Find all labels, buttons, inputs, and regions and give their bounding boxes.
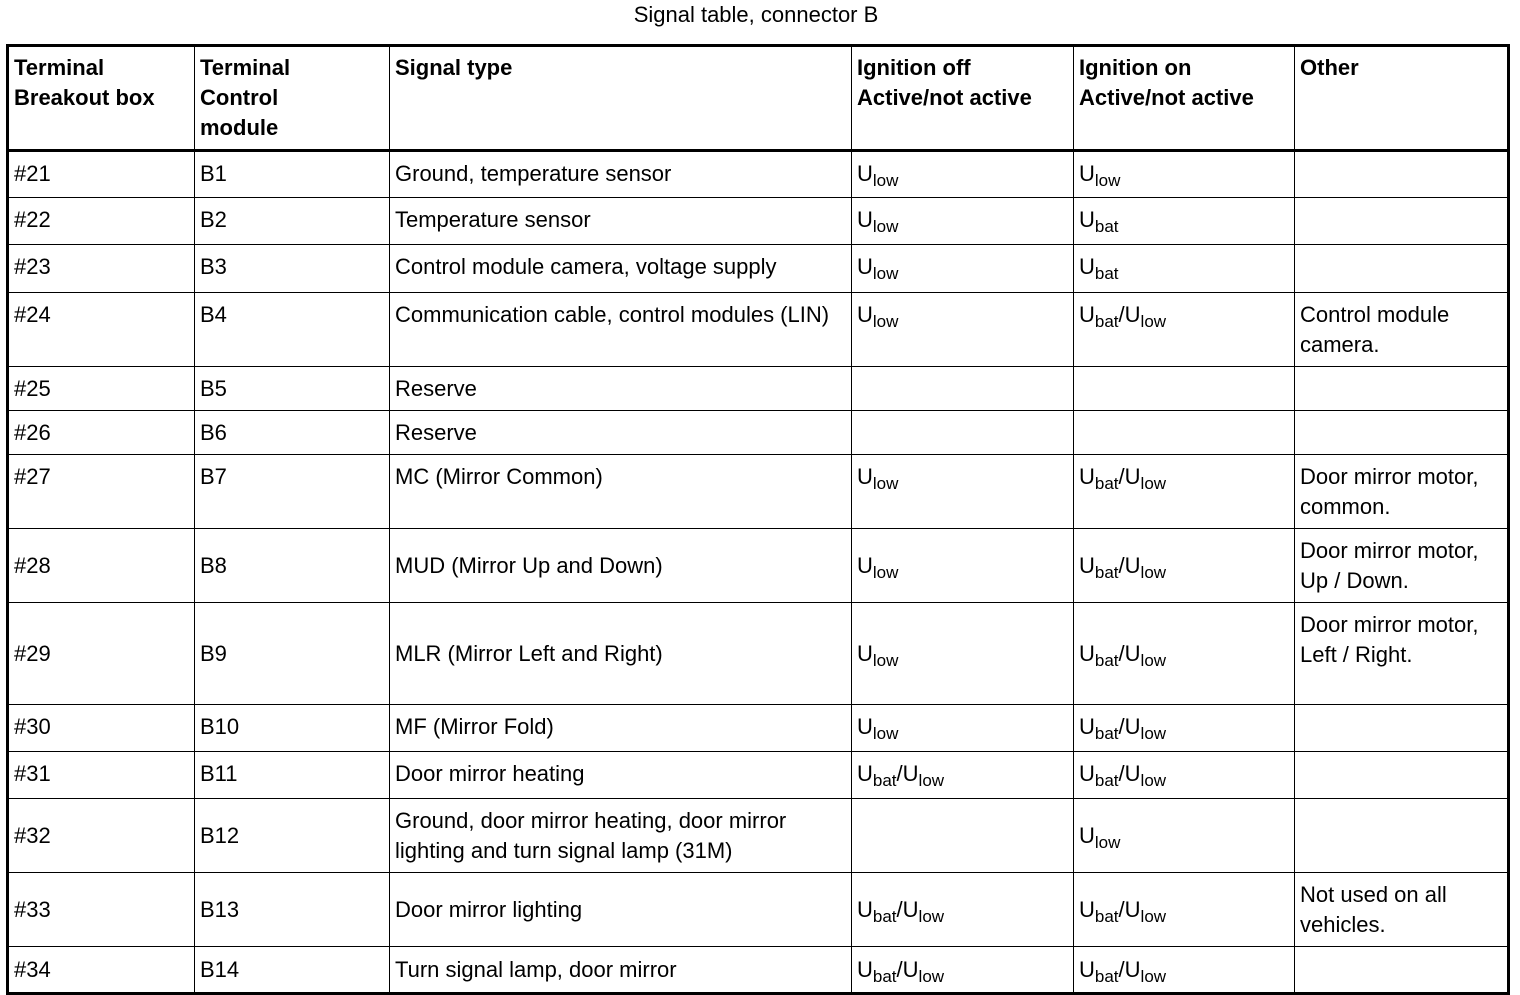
cell-ignition-on — [1074, 198, 1295, 245]
cell-terminal-module: B6 — [195, 411, 390, 455]
cell-ignition-on — [1074, 411, 1295, 455]
cell-ignition-off — [852, 198, 1074, 245]
cell-ignition-on — [1074, 603, 1295, 705]
cell-terminal-breakout: #31 — [8, 752, 195, 799]
signal-separator: / — [1118, 302, 1125, 327]
signal-sub-low: low — [1140, 771, 1167, 790]
signal-sub-low: low — [1140, 967, 1167, 986]
signal-sub-bat: bat — [1094, 264, 1119, 283]
cell-ignition-on — [1074, 873, 1295, 947]
signal-sub-low: low — [1094, 833, 1121, 852]
signal-letter: U — [1079, 761, 1095, 786]
signal-letter: U — [1124, 553, 1141, 578]
cell-other: Door mirror motor, common. — [1295, 455, 1509, 529]
cell-signal-type: Control module camera, voltage supply — [390, 245, 852, 293]
signal-separator: / — [1118, 714, 1125, 739]
signal-sub-low: low — [872, 264, 899, 283]
cell-terminal-breakout: #29 — [8, 603, 195, 705]
cell-terminal-module: B3 — [195, 245, 390, 293]
cell-terminal-breakout: #24 — [8, 293, 195, 367]
header-other — [1295, 46, 1509, 151]
cell-signal-type: Ground, temperature sensor — [390, 151, 852, 198]
cell-ignition-off — [852, 245, 1074, 293]
cell-other — [1295, 411, 1509, 455]
signal-letter: U — [1124, 714, 1141, 739]
cell-ignition-on — [1074, 947, 1295, 994]
cell-terminal-module: B4 — [195, 293, 390, 367]
signal-letter: U — [1079, 823, 1095, 848]
signal-letter: U — [857, 897, 873, 922]
signal-sub-low: low — [918, 771, 945, 790]
cell-ignition-on — [1074, 245, 1295, 293]
cell-ignition-on — [1074, 455, 1295, 529]
cell-ignition-on — [1074, 367, 1295, 411]
table-row — [8, 799, 1509, 873]
cell-signal-type: Reserve — [390, 411, 852, 455]
cell-ignition-off — [852, 947, 1074, 994]
cell-signal-type: Communication cable, control modules (LIN) — [390, 293, 852, 367]
signal-letter: U — [857, 553, 873, 578]
signal-letter: U — [1079, 957, 1095, 982]
cell-signal-type: Door mirror lighting — [390, 873, 852, 947]
signal-sub-bat: bat — [1094, 474, 1119, 493]
cell-terminal-breakout: #22 — [8, 198, 195, 245]
table-row — [8, 947, 1509, 994]
cell-terminal-module: B5 — [195, 367, 390, 411]
table-row — [8, 245, 1509, 293]
cell-terminal-module: B9 — [195, 603, 390, 705]
signal-letter: U — [857, 957, 873, 982]
cell-terminal-module: B13 — [195, 873, 390, 947]
table-row — [8, 752, 1509, 799]
header-line: module — [200, 115, 279, 140]
cell-terminal-breakout: #25 — [8, 367, 195, 411]
cell-other — [1295, 151, 1509, 198]
signal-sub-bat: bat — [1094, 217, 1119, 236]
signal-letter: U — [857, 302, 873, 327]
signal-sub-bat: bat — [872, 907, 897, 926]
header-line: Breakout box — [14, 85, 155, 110]
signal-sub-low: low — [918, 907, 945, 926]
signal-table — [6, 44, 1510, 995]
signal-letter: U — [857, 641, 873, 666]
signal-letter: U — [1079, 161, 1095, 186]
signal-sub-low: low — [1140, 563, 1167, 582]
table-row — [8, 151, 1509, 198]
signal-sub-low: low — [872, 563, 899, 582]
signal-sub-bat: bat — [1094, 651, 1119, 670]
cell-ignition-off — [852, 705, 1074, 752]
table-body — [8, 151, 1509, 994]
signal-letter: U — [1124, 641, 1141, 666]
header-line: Active/not active — [857, 85, 1032, 110]
signal-separator: / — [896, 761, 903, 786]
signal-letter: U — [857, 161, 873, 186]
signal-sub-bat: bat — [1094, 967, 1119, 986]
signal-letter: U — [1079, 641, 1095, 666]
cell-signal-type: MF (Mirror Fold) — [390, 705, 852, 752]
cell-terminal-breakout: #33 — [8, 873, 195, 947]
cell-signal-type: MUD (Mirror Up and Down) — [390, 529, 852, 603]
signal-sub-low: low — [872, 651, 899, 670]
cell-ignition-off — [852, 367, 1074, 411]
cell-terminal-module: B2 — [195, 198, 390, 245]
signal-separator: / — [896, 957, 903, 982]
signal-letter: U — [1124, 761, 1141, 786]
signal-sub-low: low — [918, 967, 945, 986]
cell-other: Door mirror motor, Left / Right. — [1295, 603, 1509, 705]
signal-sub-low: low — [872, 724, 899, 743]
cell-ignition-off — [852, 529, 1074, 603]
cell-ignition-off — [852, 752, 1074, 799]
signal-sub-bat: bat — [1094, 312, 1119, 331]
signal-separator: / — [896, 897, 903, 922]
cell-terminal-breakout: #28 — [8, 529, 195, 603]
cell-terminal-module: B8 — [195, 529, 390, 603]
cell-signal-type: Door mirror heating — [390, 752, 852, 799]
cell-terminal-breakout: #23 — [8, 245, 195, 293]
signal-separator: / — [1118, 553, 1125, 578]
signal-sub-low: low — [1140, 474, 1167, 493]
signal-letter: U — [857, 207, 873, 232]
cell-signal-type: Turn signal lamp, door mirror — [390, 947, 852, 994]
header-ignition-on — [1074, 46, 1295, 151]
signal-sub-low: low — [872, 171, 899, 190]
table-row — [8, 411, 1509, 455]
signal-letter: U — [857, 714, 873, 739]
cell-terminal-module: B12 — [195, 799, 390, 873]
cell-other: Not used on all vehicles. — [1295, 873, 1509, 947]
signal-letter: U — [1124, 464, 1141, 489]
signal-separator: / — [1118, 897, 1125, 922]
signal-separator: / — [1118, 957, 1125, 982]
signal-sub-low: low — [872, 312, 899, 331]
table-row — [8, 367, 1509, 411]
cell-ignition-off — [852, 293, 1074, 367]
signal-sub-bat: bat — [1094, 563, 1119, 582]
table-caption: Signal table, connector B — [633, 2, 879, 27]
cell-ignition-off — [852, 455, 1074, 529]
signal-separator: / — [1118, 641, 1125, 666]
signal-letter: U — [902, 761, 919, 786]
table-row — [8, 293, 1509, 367]
header-line: Control — [200, 85, 279, 110]
header-signal-type — [390, 46, 852, 151]
header-terminal-breakout-box — [8, 46, 195, 151]
signal-letter: U — [857, 254, 873, 279]
signal-letter: U — [1079, 714, 1095, 739]
signal-letter: U — [857, 464, 873, 489]
header-row — [8, 46, 1509, 151]
cell-ignition-on — [1074, 705, 1295, 752]
header-line: Signal type — [395, 55, 513, 80]
cell-other — [1295, 752, 1509, 799]
cell-terminal-module: B1 — [195, 151, 390, 198]
signal-letter: U — [1124, 957, 1141, 982]
cell-signal-type: Reserve — [390, 367, 852, 411]
signal-separator: / — [1118, 761, 1125, 786]
cell-terminal-breakout: #30 — [8, 705, 195, 752]
signal-sub-low: low — [1094, 171, 1121, 190]
signal-sub-low: low — [1140, 312, 1167, 331]
signal-letter: U — [1079, 464, 1095, 489]
header-line: Ignition on — [1079, 55, 1192, 80]
cell-ignition-on — [1074, 799, 1295, 873]
cell-terminal-module: B10 — [195, 705, 390, 752]
cell-terminal-breakout: #32 — [8, 799, 195, 873]
header-line: Terminal — [200, 55, 291, 80]
cell-other — [1295, 799, 1509, 873]
signal-letter: U — [1079, 207, 1095, 232]
signal-letter: U — [1079, 254, 1095, 279]
table-row — [8, 529, 1509, 603]
header-line: Other — [1300, 55, 1359, 80]
table-row — [8, 198, 1509, 245]
signal-letter: U — [1079, 302, 1095, 327]
header-line: Ignition off — [857, 55, 971, 80]
cell-ignition-off — [852, 603, 1074, 705]
signal-sub-bat: bat — [1094, 724, 1119, 743]
cell-other — [1295, 367, 1509, 411]
table-row — [8, 705, 1509, 752]
cell-terminal-breakout: #26 — [8, 411, 195, 455]
table-row — [8, 455, 1509, 529]
cell-terminal-breakout: #27 — [8, 455, 195, 529]
cell-other — [1295, 245, 1509, 293]
cell-ignition-on — [1074, 293, 1295, 367]
cell-terminal-module: B14 — [195, 947, 390, 994]
cell-ignition-on — [1074, 529, 1295, 603]
signal-sub-low: low — [1140, 907, 1167, 926]
signal-sub-bat: bat — [872, 967, 897, 986]
cell-other: Control module camera. — [1295, 293, 1509, 367]
signal-separator: / — [1118, 464, 1125, 489]
cell-terminal-breakout: #34 — [8, 947, 195, 994]
cell-signal-type: MC (Mirror Common) — [390, 455, 852, 529]
cell-ignition-off — [852, 151, 1074, 198]
signal-sub-low: low — [872, 474, 899, 493]
signal-sub-low: low — [872, 217, 899, 236]
cell-ignition-on — [1074, 151, 1295, 198]
signal-letter: U — [902, 957, 919, 982]
cell-ignition-off — [852, 873, 1074, 947]
signal-sub-bat: bat — [872, 771, 897, 790]
signal-letter: U — [1079, 897, 1095, 922]
cell-terminal-module: B11 — [195, 752, 390, 799]
cell-terminal-module: B7 — [195, 455, 390, 529]
cell-other — [1295, 198, 1509, 245]
header-line: Active/not active — [1079, 85, 1254, 110]
cell-terminal-breakout: #21 — [8, 151, 195, 198]
table-row — [8, 873, 1509, 947]
signal-sub-low: low — [1140, 724, 1167, 743]
signal-sub-bat: bat — [1094, 907, 1119, 926]
cell-ignition-on — [1074, 752, 1295, 799]
header-ignition-off — [852, 46, 1074, 151]
signal-sub-low: low — [1140, 651, 1167, 670]
cell-other — [1295, 947, 1509, 994]
header-terminal-control-module — [195, 46, 390, 151]
table-row — [8, 603, 1509, 705]
cell-ignition-off — [852, 799, 1074, 873]
signal-letter: U — [902, 897, 919, 922]
signal-sub-bat: bat — [1094, 771, 1119, 790]
cell-signal-type: Temperature sensor — [390, 198, 852, 245]
cell-signal-type: Ground, door mirror heating, door mirror lighting and turn signal lamp (31M) — [390, 799, 852, 873]
header-line: Terminal — [14, 55, 105, 80]
signal-letter: U — [1124, 302, 1141, 327]
signal-letter: U — [1124, 897, 1141, 922]
signal-letter: U — [857, 761, 873, 786]
cell-other: Door mirror motor, Up / Down. — [1295, 529, 1509, 603]
cell-ignition-off — [852, 411, 1074, 455]
cell-other — [1295, 705, 1509, 752]
signal-letter: U — [1079, 553, 1095, 578]
cell-signal-type: MLR (Mirror Left and Right) — [390, 603, 852, 705]
